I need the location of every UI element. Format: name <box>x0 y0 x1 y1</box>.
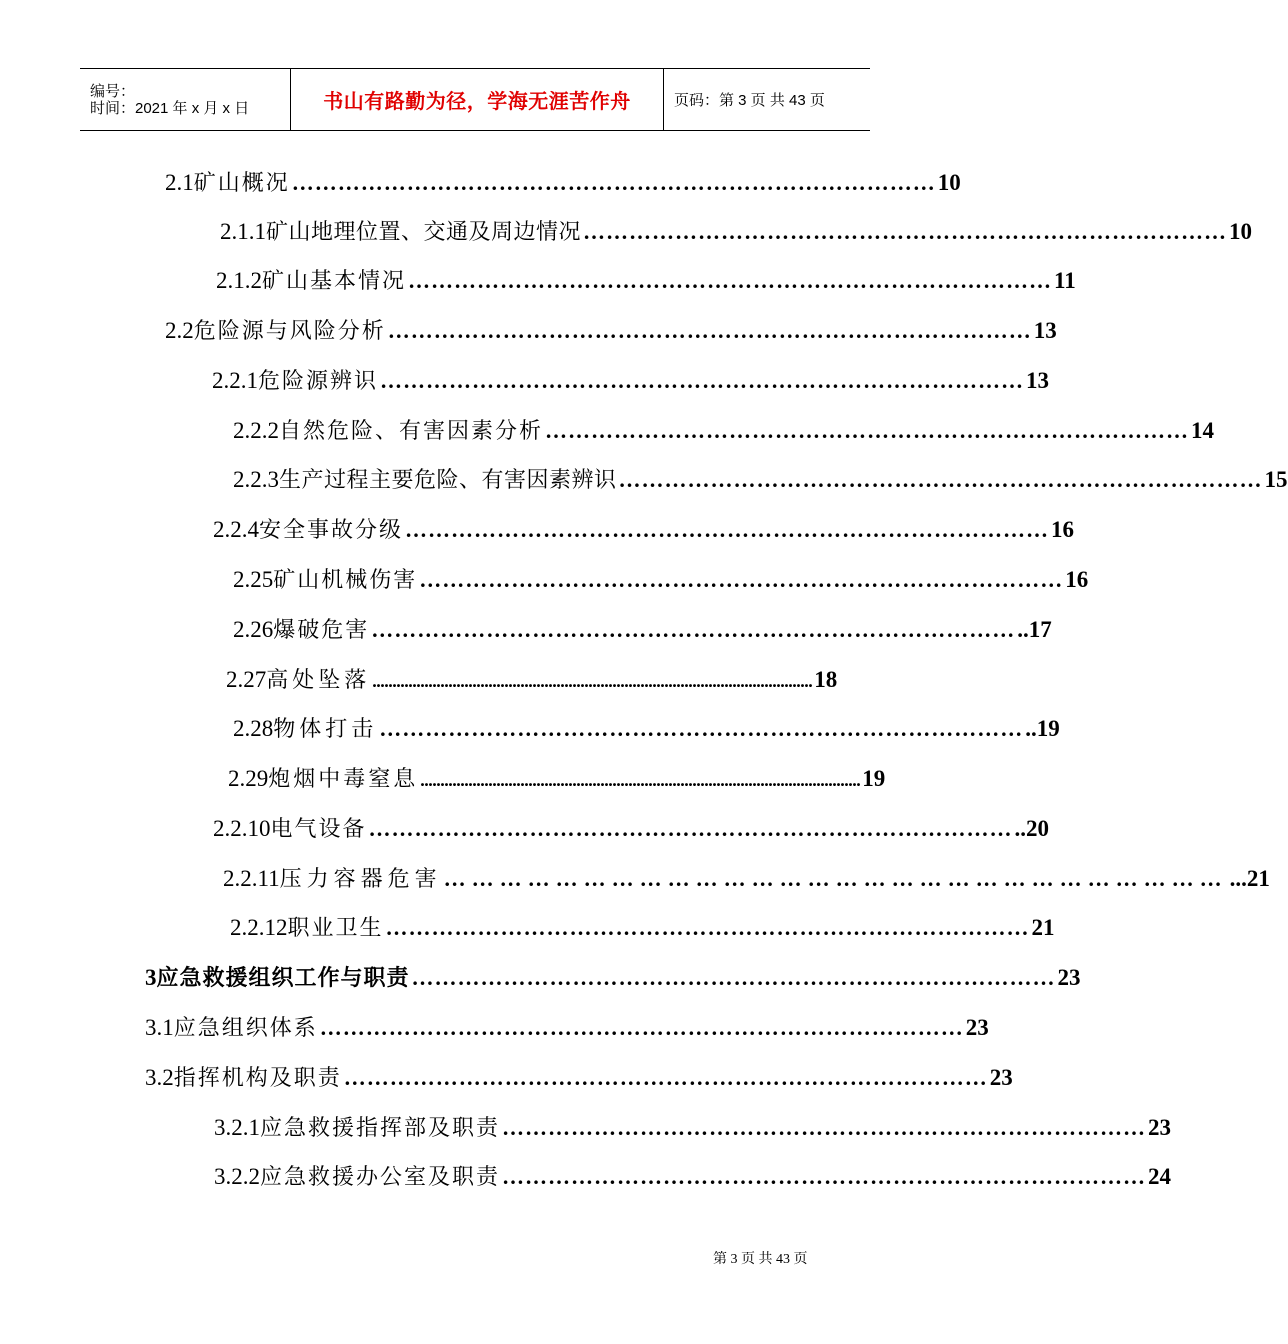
toc-entry-chapter[interactable] <box>145 961 1081 991</box>
toc-dot-leader: ………………………………………………………………………… <box>502 1164 1147 1189</box>
toc-entry-title: 应急救援组织工作与职责 <box>156 965 410 991</box>
toc-dot-leader: ………………………………………………………………………… <box>379 716 1024 741</box>
toc-entry-page: 21 <box>1031 915 1055 940</box>
toc-entry[interactable] <box>213 513 1075 543</box>
toc-entry[interactable] <box>165 314 1057 344</box>
document-time-label: 时间：2021 年 x 月 x 日 <box>90 99 250 117</box>
toc-entry-number: 3.2.1 <box>214 1115 260 1140</box>
page-footer: 第 3 页 共 43 页 <box>713 1252 808 1267</box>
toc-entry-title: 应急救援指挥部及职责 <box>260 1116 501 1141</box>
toc-entry[interactable] <box>214 1111 1172 1141</box>
toc-entry-title: 物体打击 <box>273 717 378 742</box>
toc-dot-leader: ………………………………………………………………………… <box>380 368 1025 393</box>
toc-entry-page: 23 <box>1057 965 1081 990</box>
toc-entry-title: 矿山基本情况 <box>262 269 407 294</box>
document-number-label: 编号： <box>90 82 136 100</box>
toc-entry-title: 高处坠落 <box>266 668 371 693</box>
toc-entry-number: 2.2.4 <box>213 517 259 542</box>
toc-entry-page: 13 <box>1026 368 1050 393</box>
header-motto: 书山有路勤为径，学海无涯苦作舟 <box>323 91 631 113</box>
toc-entry[interactable] <box>233 613 1052 643</box>
toc-entry-page: 10 <box>937 170 961 195</box>
toc-entry-page: 24 <box>1148 1164 1172 1189</box>
toc-entry-page: 19 <box>862 766 886 791</box>
toc-dot-leader: ………………………………………………………………………… <box>545 418 1190 443</box>
header-motto-cell <box>290 69 664 130</box>
toc-dot-leader: ………………………………………………………………………… <box>411 965 1056 990</box>
toc-entry-title: 危险源辨识 <box>258 369 379 394</box>
toc-entry[interactable] <box>214 1160 1172 1190</box>
toc-entry-title: 指挥机构及职责 <box>173 1066 342 1091</box>
toc-entry-number: 2.29 <box>228 766 269 791</box>
toc-entry[interactable] <box>220 215 1253 245</box>
toc-entry-page: 14 <box>1191 418 1215 443</box>
toc-entry-number: 2.27 <box>226 667 267 692</box>
header-left-cell <box>80 69 290 130</box>
toc-entry[interactable] <box>223 862 1270 892</box>
toc-dot-leader: ………………………………………………………………………… <box>291 170 936 195</box>
toc-dot-leader: .............................................................................................................. <box>420 770 861 790</box>
toc-dot-leader: ………………………………………………………………………… <box>385 915 1030 940</box>
toc-dot-leader: ………………………………………………………………………… <box>419 567 1064 592</box>
toc-dot-leader: ………………………………………………………………………… <box>405 517 1050 542</box>
toc-entry[interactable] <box>233 712 1060 742</box>
toc-entry-number: 3.2 <box>145 1065 174 1090</box>
toc-dot-leader: .............................................................................................................. <box>372 671 813 691</box>
toc-entry-page: 11 <box>1054 268 1076 293</box>
toc-entry-page: ...21 <box>1229 866 1270 891</box>
header-page-cell <box>664 69 870 130</box>
toc-dot-leader: ………………………………………………………………………… <box>443 866 1228 891</box>
toc-entry[interactable] <box>213 812 1050 842</box>
toc-entry-title: 职业卫生 <box>287 916 384 941</box>
toc-entry[interactable] <box>230 911 1055 941</box>
toc-entry-page: ..19 <box>1025 716 1060 741</box>
toc-entry-number: 2.2 <box>165 318 194 343</box>
toc-dot-leader: ………………………………………………………………………… <box>502 1115 1147 1140</box>
toc-entry[interactable] <box>233 563 1089 593</box>
toc-entry-number: 2.1.2 <box>216 268 262 293</box>
toc-entry[interactable] <box>212 364 1050 394</box>
toc-entry-title: 生产过程主要危险、有害因素辨识 <box>279 468 617 493</box>
toc-entry-page: 13 <box>1033 318 1057 343</box>
toc-entry-number: 3.1 <box>145 1015 174 1040</box>
toc-entry-number: 2.2.11 <box>223 866 280 891</box>
toc-entry-page: 15 <box>1264 467 1288 492</box>
toc-dot-leader: ………………………………………………………………………… <box>618 467 1263 492</box>
toc-entry-page: ..17 <box>1017 617 1052 642</box>
toc-entry-page: ..20 <box>1014 816 1050 841</box>
toc-entry-number: 2.2.1 <box>212 368 258 393</box>
toc-entry-number: 2.2.10 <box>213 816 271 841</box>
toc-entry-title: 电气设备 <box>270 817 367 842</box>
toc-entry-title: 安全事故分级 <box>259 518 404 543</box>
toc-entry-page: 23 <box>989 1065 1013 1090</box>
toc-entry-title: 压力容器危害 <box>279 867 442 892</box>
toc-entry-title: 矿山概况 <box>193 171 290 196</box>
toc-entry-title: 应急救援办公室及职责 <box>260 1165 501 1190</box>
header-page-label: 页码：第 3 页 共 43 页 <box>674 92 825 109</box>
toc-entry-title: 矿山机械伤害 <box>273 568 418 593</box>
toc-dot-leader: ………………………………………………………………………… <box>319 1015 964 1040</box>
toc-entry-number: 2.26 <box>233 617 274 642</box>
toc-dot-leader: ………………………………………………………………………… <box>583 219 1228 244</box>
toc-entry[interactable] <box>233 414 1215 444</box>
toc-dot-leader: ………………………………………………………………………… <box>343 1065 988 1090</box>
toc-entry-number: 2.28 <box>233 716 274 741</box>
toc-entry-title: 爆破危害 <box>273 618 370 643</box>
toc-entry-page: 16 <box>1051 517 1075 542</box>
toc-entry[interactable] <box>228 762 886 792</box>
toc-entry-number: 2.1 <box>165 170 194 195</box>
toc-entry[interactable] <box>145 1061 1013 1091</box>
toc-entry-title: 应急组织体系 <box>173 1016 318 1041</box>
toc-entry-page: 18 <box>814 667 838 692</box>
toc-entry-number: 2.2.12 <box>230 915 288 940</box>
toc-entry-number: 2.2.3 <box>233 467 279 492</box>
toc-entry-page: 23 <box>965 1015 989 1040</box>
toc-entry-title: 危险源与风险分析 <box>193 319 386 344</box>
toc-entry[interactable] <box>226 663 838 693</box>
toc-dot-leader: ………………………………………………………………………… <box>371 617 1016 642</box>
document-header <box>80 68 870 131</box>
toc-entry-number: 2.1.1 <box>220 219 266 244</box>
toc-entry-page: 23 <box>1148 1115 1172 1140</box>
toc-entry[interactable] <box>233 463 1288 493</box>
toc-entry-number: 3 <box>145 965 157 990</box>
toc-entry-title: 自然危险、有害因素分析 <box>279 419 544 444</box>
toc-entry-number: 2.2.2 <box>233 418 279 443</box>
toc-entry[interactable] <box>216 264 1076 294</box>
toc-entry-page: 10 <box>1229 219 1253 244</box>
toc-dot-leader: ………………………………………………………………………… <box>408 268 1053 293</box>
toc-dot-leader: ………………………………………………………………………… <box>387 318 1032 343</box>
toc-entry-title: 矿山地理位置、交通及周边情况 <box>266 220 582 245</box>
toc-entry-number: 3.2.2 <box>214 1164 260 1189</box>
toc-entry[interactable] <box>145 1011 989 1041</box>
toc-entry-page: 16 <box>1065 567 1089 592</box>
toc-entry-number: 2.25 <box>233 567 274 592</box>
toc-dot-leader: ………………………………………………………………………… <box>368 816 1013 841</box>
toc-entry[interactable] <box>165 166 961 196</box>
toc-entry-title: 炮烟中毒窒息 <box>268 767 419 792</box>
